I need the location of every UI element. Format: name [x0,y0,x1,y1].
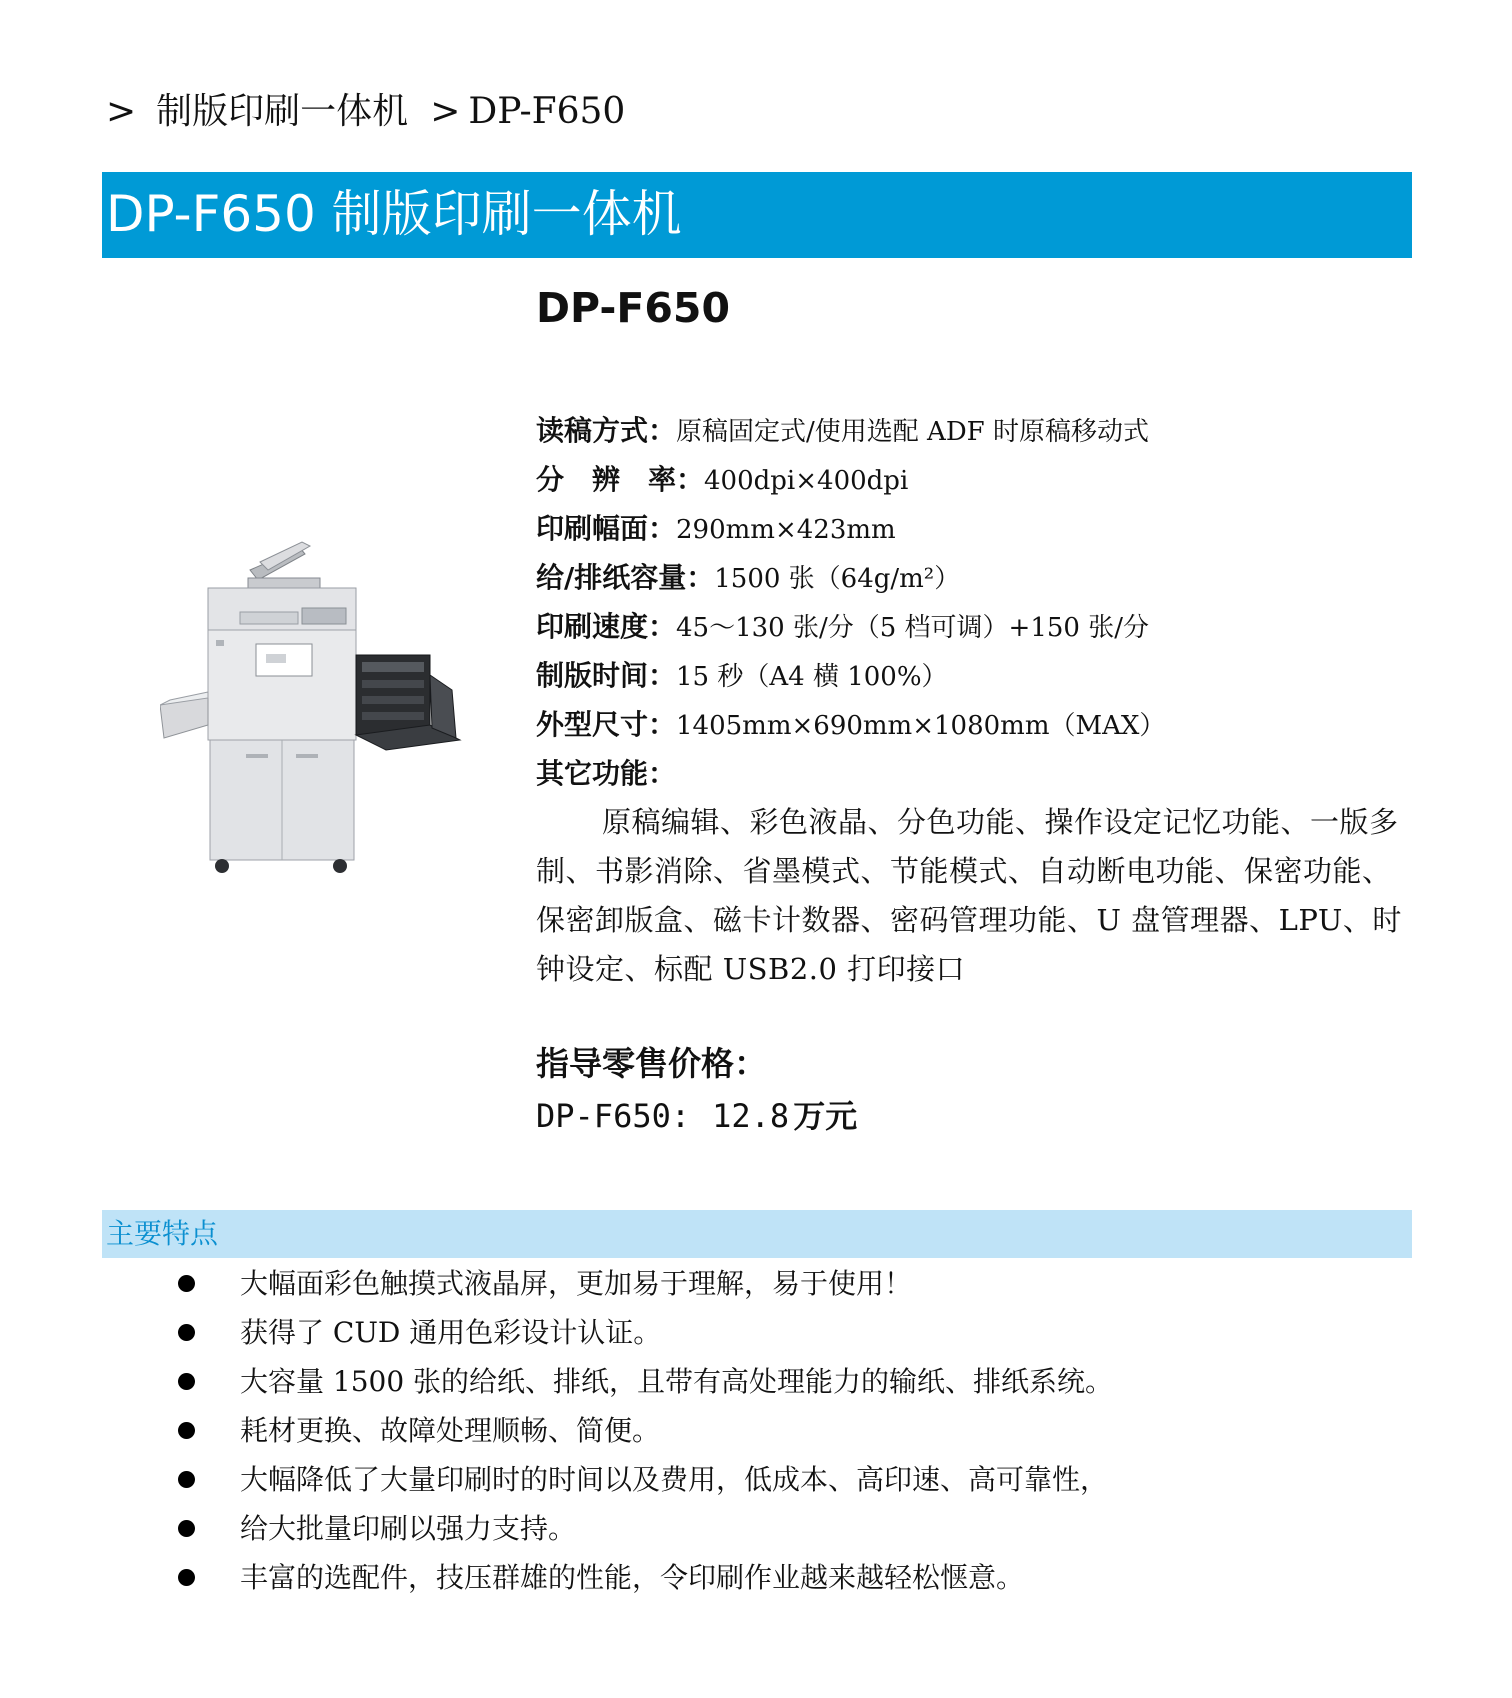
feature-text: 大幅面彩色触摸式液晶屏，更加易于理解，易于使用！ [240,1267,913,1300]
spec-value: 1405mm×690mm×1080mm（MAX） [676,711,1166,741]
breadcrumb-category-link[interactable]: 制版印刷一体机 [156,91,409,132]
spec-row-master-time [536,651,1416,700]
other-features-text: 原稿编辑、彩色液晶、分色功能、操作设定记忆功能、一版多制、书影消除、省墨模式、节能模式、自动断电功能、保密功能、保密卸版盒、磁卡计数器、密码管理功能、U 盘管理器、LPU、时钟设定、标配 USB2.0 打印接口 [536,805,1402,986]
spec-row-print-size [536,504,1416,553]
bullet-icon [178,1422,195,1439]
features-header-label: 主要特点 [106,1217,219,1250]
list-item [0,1553,1512,1602]
page-title: DP-F650 制版印刷一体机 [106,185,682,243]
spec-value: 原稿固定式/使用选配 ADF 时原稿移动式 [676,417,1149,447]
spec-label: 分 辨 率： [536,463,705,496]
price-line [536,1092,857,1140]
printer-image [160,540,470,885]
features-list [0,1259,1512,1602]
feature-text: 给大批量印刷以强力支持。 [240,1512,577,1545]
bullet-icon [178,1373,195,1390]
price-value: 12.8 [712,1097,790,1135]
list-item [0,1406,1512,1455]
spec-value: 15 秒（A4 横 100%） [676,662,948,692]
feature-text: 大幅降低了大量印刷时的时间以及费用，低成本、高印速、高可靠性， [240,1463,1109,1496]
spec-row-paper-capacity [536,553,1416,602]
spec-value: 290mm×423mm [676,515,896,545]
price-label: 指导零售价格： [536,1044,767,1083]
page-title-banner [102,172,1412,258]
bullet-icon [178,1569,195,1586]
spec-value: 45～130 张/分（5 档可调）+150 张/分 [676,613,1149,643]
feature-text: 获得了 CUD 通用色彩设计认证。 [240,1316,662,1349]
feature-text: 耗材更换、故障处理顺畅、简便。 [240,1414,661,1447]
feature-text: 丰富的选配件，技压群雄的性能，令印刷作业越来越轻松惬意。 [240,1561,1025,1594]
spec-row-print-speed [536,602,1416,651]
list-item [0,1357,1512,1406]
spec-row-resolution [536,455,1416,504]
price-model: DP-F650: [536,1097,691,1135]
model-heading: DP-F650 [536,284,730,332]
spec-label: 制版时间： [536,659,677,692]
spec-label: 其它功能： [536,757,677,790]
spec-value: 400dpi×400dpi [704,466,909,496]
spec-list [536,406,1416,798]
spec-row-reading-method [536,406,1416,455]
spec-label: 给/排纸容量： [536,561,715,594]
breadcrumb [106,88,625,136]
feature-text: 大容量 1500 张的给纸、排纸，且带有高处理能力的输纸、排纸系统。 [240,1365,1114,1398]
list-item [0,1259,1512,1308]
spec-label: 读稿方式： [536,414,677,447]
spec-label: 印刷幅面： [536,512,677,545]
spec-label: 外型尺寸： [536,708,677,741]
bullet-icon [178,1520,195,1537]
bullet-icon [178,1471,195,1488]
spec-label: 印刷速度： [536,610,677,643]
spec-row-other-functions [536,749,1416,798]
bullet-icon [178,1324,195,1341]
list-item [0,1455,1512,1504]
spec-row-dimensions [536,700,1416,749]
breadcrumb-separator: > [430,91,461,132]
bullet-icon [178,1275,195,1292]
list-item [0,1308,1512,1357]
printer-illustration [160,540,470,885]
list-item [0,1504,1512,1553]
breadcrumb-separator: > [106,91,137,132]
features-section-header [102,1210,1412,1258]
breadcrumb-current: DP-F650 [468,91,626,132]
spec-value: 1500 张（64g/m²） [714,564,961,594]
price-unit: 万元 [793,1097,858,1135]
